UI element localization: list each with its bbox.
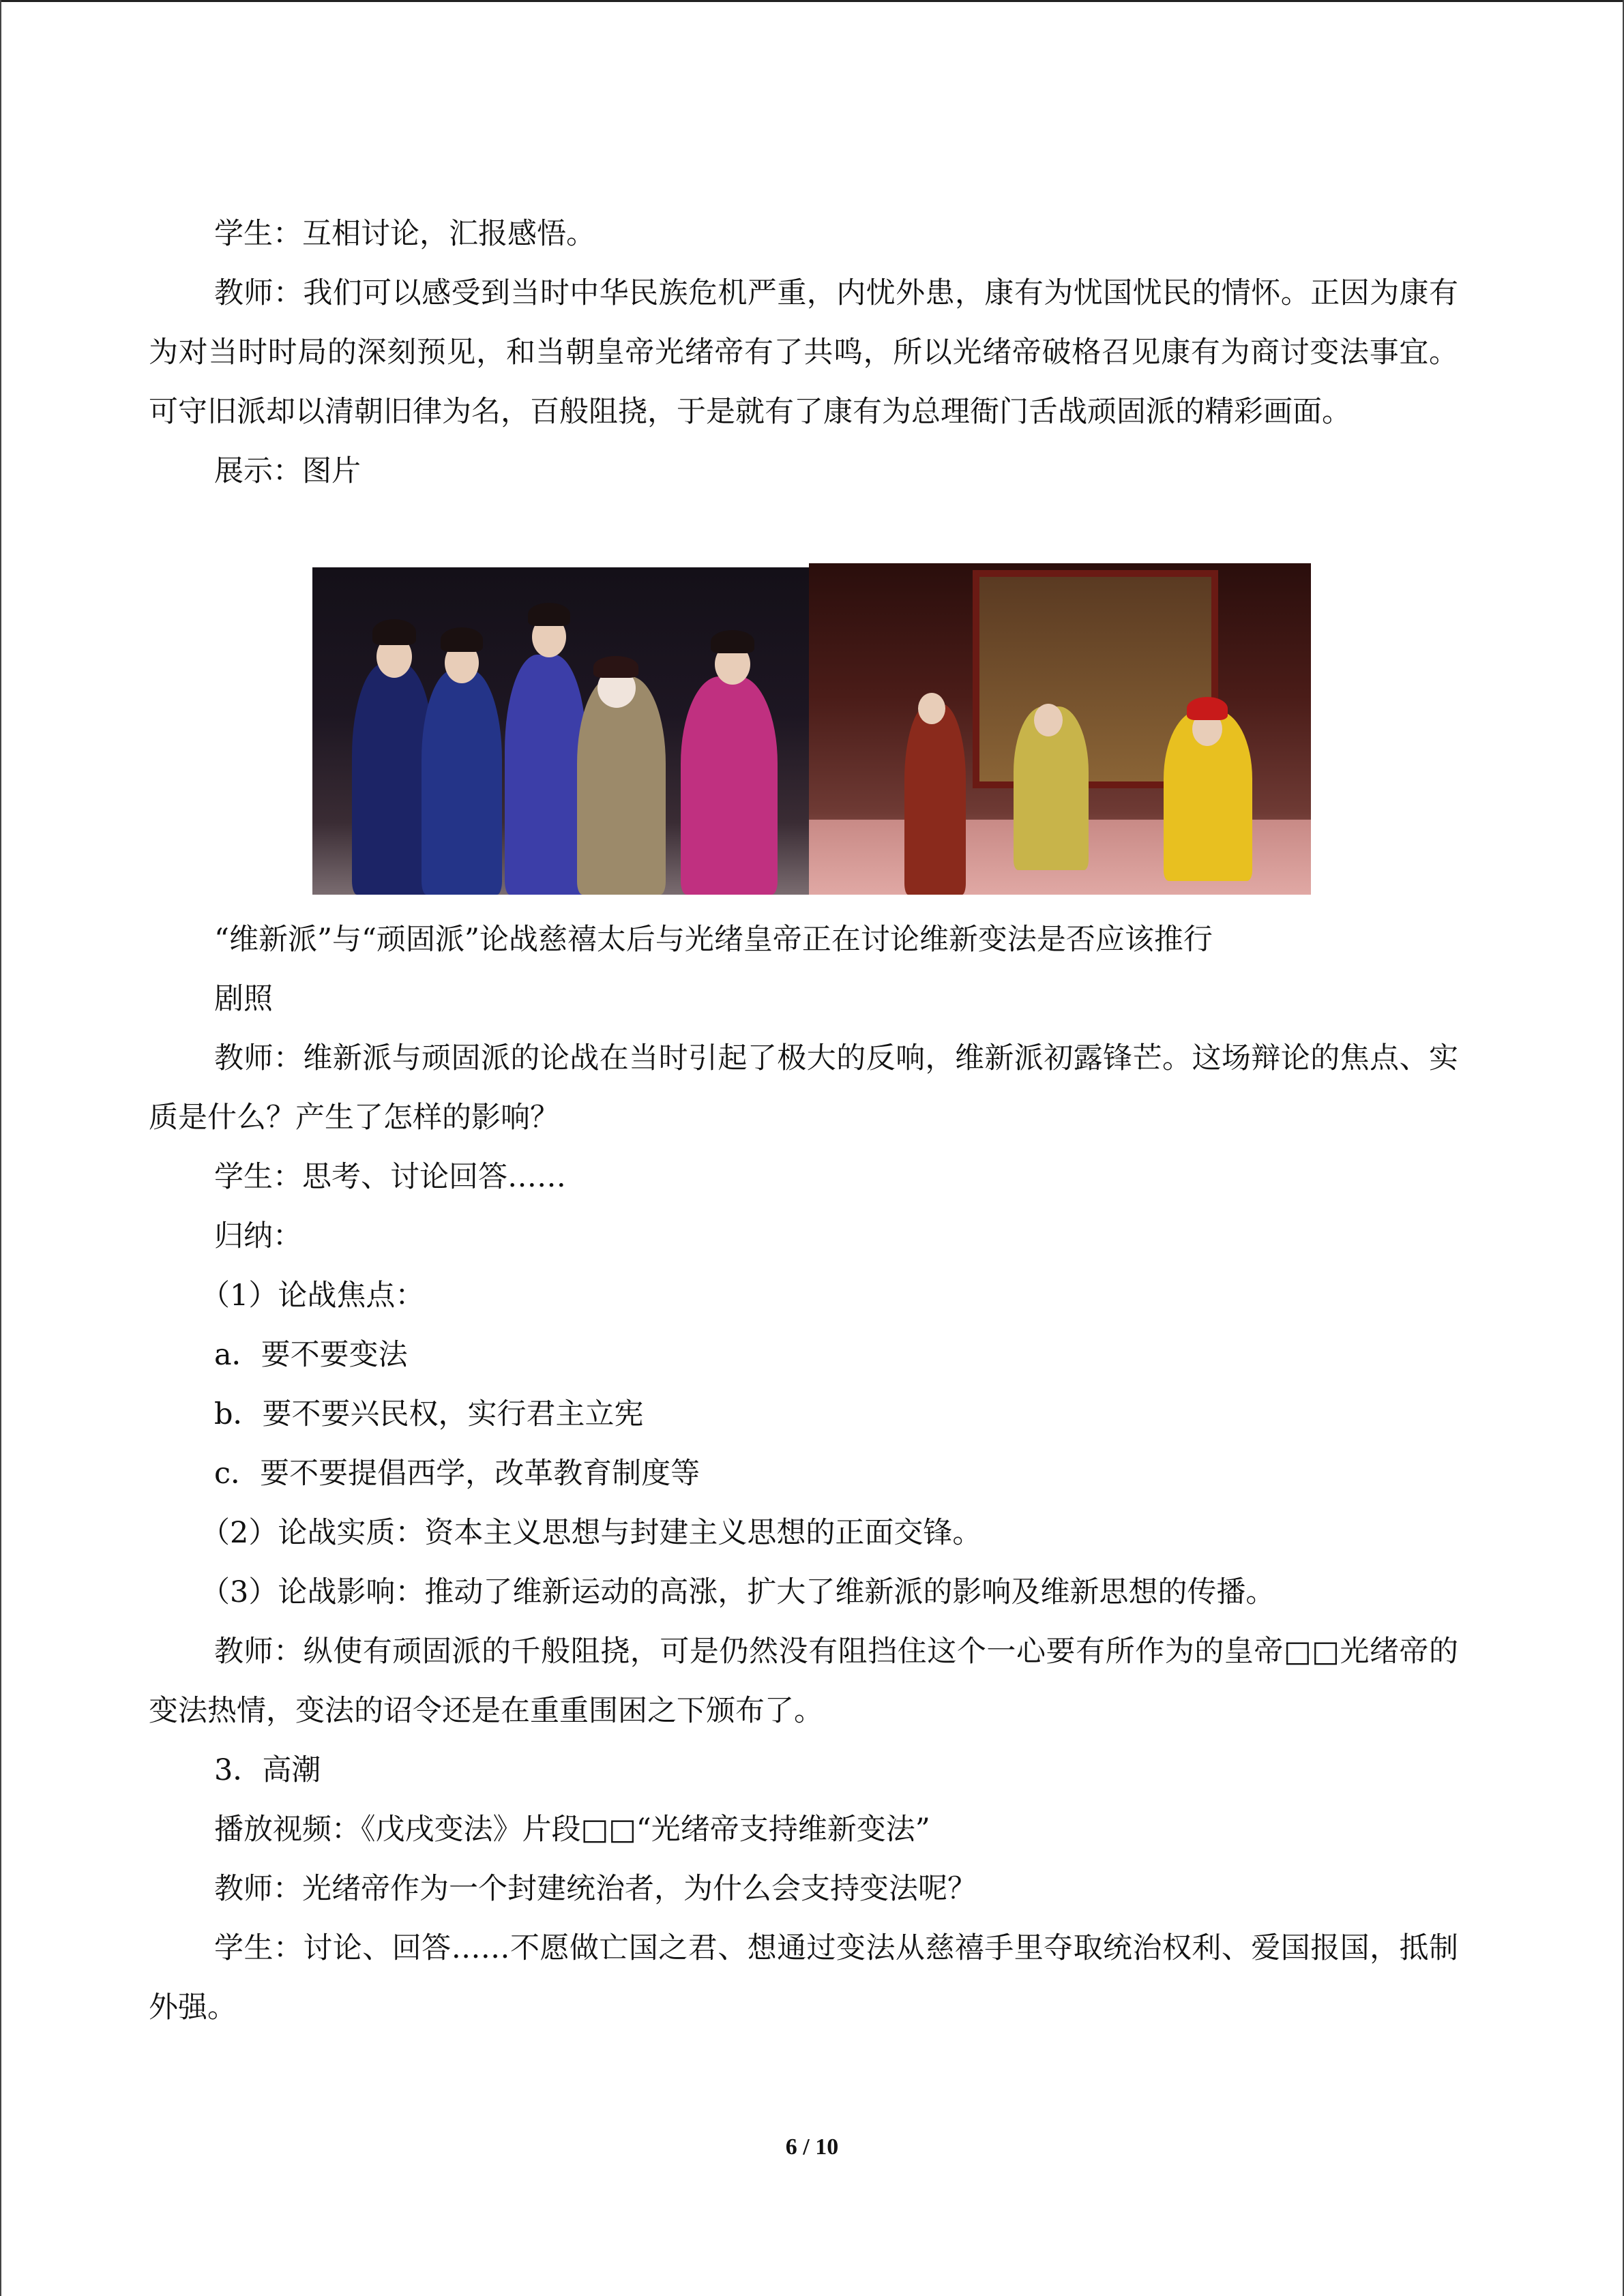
- document-body-upper: [149, 205, 1458, 501]
- actor-hat: [441, 627, 483, 652]
- paragraph-teacher-question: 教师：光绪帝作为一个封建统治者，为什么会支持变法呢？: [214, 1872, 977, 1906]
- actor-figure: [681, 676, 778, 895]
- actor-hat: [593, 656, 638, 678]
- image-caption-line2: 剧照: [214, 982, 273, 1016]
- actor-hat: [1187, 697, 1228, 720]
- actor-figure: [577, 676, 666, 895]
- paragraph-summary-heading: 归纳：: [214, 1219, 302, 1253]
- actor-hat: [711, 630, 754, 653]
- image-caption-line1: “维新派”与“顽固派”论战慈禧太后与光绪皇帝正在讨论维新变法是否应该推行: [214, 923, 1213, 957]
- paragraph-essence: （2）论战实质：资本主义思想与封建主义思想的正面交锋。: [201, 1516, 982, 1550]
- actor-head: [918, 693, 945, 724]
- actor-figure: [422, 670, 502, 895]
- photo-cixi-and-guangxu: [809, 563, 1311, 895]
- paragraph-show-images: 展示：图片: [214, 454, 361, 488]
- list-item-b: b．要不要兴民权，实行君主立宪: [214, 1397, 644, 1431]
- paragraph-teacher-decree: 教师：纵使有顽固派的千般阻挠，可是仍然没有阻挡住这个一心要有所作为的皇帝□□光绪帝的变法热情，变法的诏令还是在重重围困之下颁布了。: [149, 1635, 1458, 1728]
- document-body-lower: [149, 910, 1458, 2038]
- page-number: 6 / 10: [785, 2134, 839, 2160]
- stage-photos: [312, 563, 1311, 895]
- page-top-border: [0, 0, 1624, 2]
- section-heading-climax: 3．高潮: [214, 1753, 321, 1787]
- page-left-border: [0, 0, 1, 2296]
- list-item-a: a．要不要变法: [214, 1338, 408, 1372]
- paragraph-student-discuss: 学生：互相讨论，汇报感悟。: [214, 217, 595, 251]
- paragraph-focus-heading: （1）论战焦点：: [201, 1279, 425, 1313]
- actor-figure: [505, 655, 587, 895]
- paragraph-student-answer: 学生：讨论、回答……不愿做亡国之君、想通过变法从慈禧手里夺取统治权利、爱国报国，抵制外强。: [149, 1931, 1458, 2025]
- paragraph-play-video: 播放视频：《戊戌变法》片段□□“光绪帝支持维新变法”: [214, 1813, 930, 1847]
- paragraph-teacher-debate: 教师：维新派与顽固派的论战在当时引起了极大的反响，维新派初露锋芒。这场辩论的焦点、实质是什么？产生了怎样的影响？: [149, 1041, 1458, 1135]
- paragraph-student-think: 学生：思考、讨论回答……: [214, 1160, 566, 1194]
- list-item-c: c．要不要提倡西学，改革教育制度等: [214, 1457, 700, 1491]
- actor-hat: [372, 619, 416, 645]
- photo-reformers-vs-conservatives: [312, 567, 809, 895]
- paragraph-teacher-intro: 教师：我们可以感受到当时中华民族危机严重，内忧外患，康有为忧国忧民的情怀。正因为康有为对当时时局的深刻预见，和当朝皇帝光绪帝有了共鸣，所以光绪帝破格召见康有为商讨变法事宜。可守旧派却以清朝旧律为名，百般阻挠，于是就有了康有为总理衙门舌战顽固派的精彩画面。: [149, 276, 1458, 429]
- paragraph-influence: （3）论战影响：推动了维新运动的高涨，扩大了维新派的影响及维新思想的传播。: [201, 1575, 1275, 1609]
- actor-hat: [528, 603, 570, 626]
- actor-head: [1034, 704, 1063, 736]
- actor-figure: [904, 704, 966, 895]
